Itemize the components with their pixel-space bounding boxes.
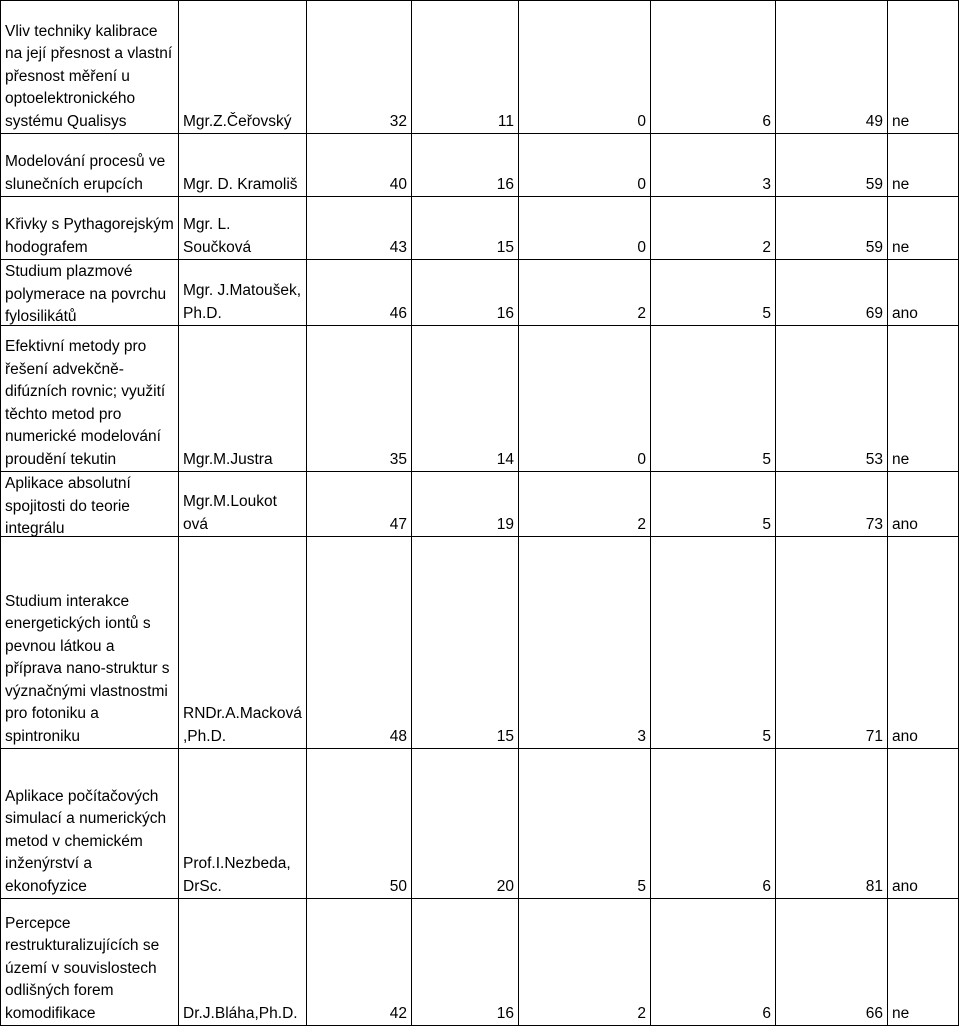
score-4-cell[interactable]: 3	[651, 134, 776, 197]
supervisor-cell[interactable]: Mgr.M.Justra	[179, 326, 307, 472]
result-cell[interactable]: ne	[888, 197, 959, 260]
score-4-cell[interactable]: 5	[651, 260, 776, 326]
score-3-cell[interactable]: 2	[519, 260, 651, 326]
score-3-cell[interactable]: 0	[519, 326, 651, 472]
score-1-cell[interactable]: 32	[307, 1, 412, 134]
total-cell[interactable]: 49	[776, 1, 888, 134]
score-2-cell[interactable]: 15	[412, 537, 519, 749]
score-1-cell[interactable]: 50	[307, 749, 412, 899]
score-3-cell[interactable]: 2	[519, 899, 651, 1026]
score-3-cell[interactable]: 0	[519, 197, 651, 260]
score-2-cell[interactable]: 16	[412, 899, 519, 1026]
score-4-cell[interactable]: 5	[651, 472, 776, 537]
result-cell[interactable]: ano	[888, 537, 959, 749]
score-4-cell[interactable]: 6	[651, 1, 776, 134]
table-row	[1, 472, 959, 537]
score-2-cell[interactable]: 19	[412, 472, 519, 537]
topic-cell[interactable]: Modelování procesů ve slunečních erupcích	[1, 134, 179, 197]
supervisor-cell[interactable]: Mgr. L. Součková	[179, 197, 307, 260]
score-3-cell[interactable]: 0	[519, 134, 651, 197]
total-cell[interactable]: 59	[776, 134, 888, 197]
score-1-cell[interactable]: 47	[307, 472, 412, 537]
score-3-cell[interactable]: 5	[519, 749, 651, 899]
total-cell[interactable]: 81	[776, 749, 888, 899]
score-4-cell[interactable]: 2	[651, 197, 776, 260]
total-cell[interactable]: 66	[776, 899, 888, 1026]
topic-cell[interactable]: Vliv techniky kalibrace na její přesnost a vlastní přesnost měření u optoelektronického systému Qualisys	[1, 1, 179, 134]
topic-cell[interactable]: Studium interakce energetických iontů s pevnou látkou a příprava nano-struktur s význačnými vlastnostmi pro fotoniku a spintroniku	[1, 537, 179, 749]
table-row	[1, 1, 959, 134]
score-3-cell[interactable]: 0	[519, 1, 651, 134]
table-row	[1, 537, 959, 749]
result-cell[interactable]: ne	[888, 134, 959, 197]
topic-cell[interactable]: Efektivní metody pro řešení advekčně-difúzních rovnic; využití těchto metod pro numerické modelování proudění tekutin	[1, 326, 179, 472]
total-cell[interactable]: 71	[776, 537, 888, 749]
score-1-cell[interactable]: 40	[307, 134, 412, 197]
supervisor-cell[interactable]: Prof.I.Nezbeda, DrSc.	[179, 749, 307, 899]
score-2-cell[interactable]: 14	[412, 326, 519, 472]
result-cell[interactable]: ano	[888, 749, 959, 899]
score-4-cell[interactable]: 5	[651, 326, 776, 472]
table-row	[1, 326, 959, 472]
topic-cell[interactable]: Percepce restrukturalizujících se území v souvislostech odlišných forem komodifikace	[1, 899, 179, 1026]
score-2-cell[interactable]: 20	[412, 749, 519, 899]
score-3-cell[interactable]: 2	[519, 472, 651, 537]
result-cell[interactable]: ano	[888, 472, 959, 537]
score-2-cell[interactable]: 11	[412, 1, 519, 134]
topic-cell[interactable]	[1, 260, 179, 326]
supervisor-cell[interactable]: Mgr. D. Kramoliš	[179, 134, 307, 197]
topic-cell[interactable]: Křivky s Pythagorejským hodografem	[1, 197, 179, 260]
total-cell[interactable]: 53	[776, 326, 888, 472]
score-1-cell[interactable]: 42	[307, 899, 412, 1026]
supervisor-cell[interactable]: Mgr.Z.Čeřovský	[179, 1, 307, 134]
score-2-cell[interactable]: 16	[412, 260, 519, 326]
score-4-cell[interactable]: 6	[651, 749, 776, 899]
score-1-cell[interactable]: 48	[307, 537, 412, 749]
score-2-cell[interactable]: 16	[412, 134, 519, 197]
score-3-cell[interactable]: 3	[519, 537, 651, 749]
table-row	[1, 260, 959, 326]
supervisor-text: Mgr.M.Loukotová	[183, 493, 277, 533]
total-cell[interactable]: 69	[776, 260, 888, 326]
score-1-cell[interactable]: 46	[307, 260, 412, 326]
topic-text: Studium plazmové polymerace na povrchu fylosilikátů	[5, 263, 167, 325]
result-cell[interactable]: ne	[888, 899, 959, 1026]
table-row	[1, 134, 959, 197]
result-cell[interactable]: ne	[888, 1, 959, 134]
score-1-cell[interactable]: 43	[307, 197, 412, 260]
result-cell[interactable]: ne	[888, 326, 959, 472]
topic-text: Aplikace absolutní spojitosti do teorie integrálu	[5, 475, 131, 536]
total-cell[interactable]: 73	[776, 472, 888, 537]
table-row	[1, 749, 959, 899]
result-cell[interactable]: ano	[888, 260, 959, 326]
supervisor-cell[interactable]: RNDr.A.Macková ,Ph.D.	[179, 537, 307, 749]
table-row	[1, 899, 959, 1026]
score-1-cell[interactable]: 35	[307, 326, 412, 472]
score-4-cell[interactable]: 6	[651, 899, 776, 1026]
supervisor-cell[interactable]: Mgr. J.Matoušek, Ph.D.	[179, 260, 307, 326]
supervisor-cell[interactable]: Dr.J.Bláha,Ph.D.	[179, 899, 307, 1026]
table-row	[1, 197, 959, 260]
total-cell[interactable]: 59	[776, 197, 888, 260]
topic-cell[interactable]: Aplikace počítačových simulací a numerických metod v chemickém inženýrství a ekonofyzice	[1, 749, 179, 899]
score-2-cell[interactable]: 15	[412, 197, 519, 260]
topic-cell[interactable]	[1, 472, 179, 537]
supervisor-cell[interactable]	[179, 472, 307, 537]
score-4-cell[interactable]: 5	[651, 537, 776, 749]
